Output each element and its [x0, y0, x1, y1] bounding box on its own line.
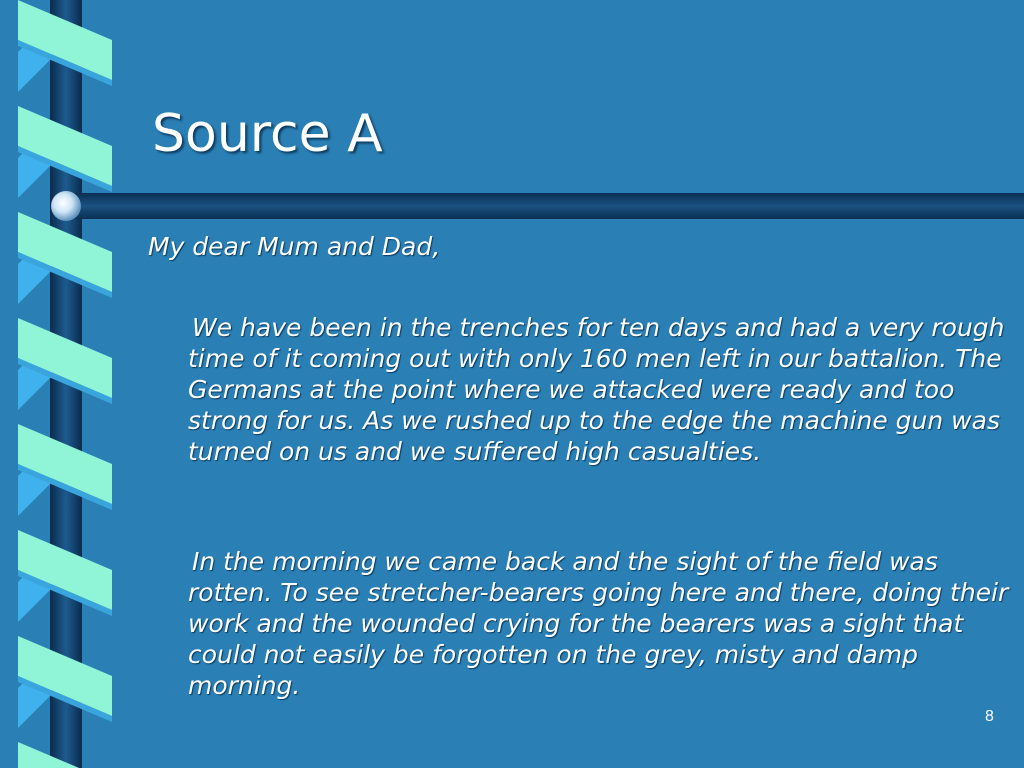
- letter-salutation: My dear Mum and Dad,: [148, 232, 441, 261]
- title-underline-bar: [60, 193, 1024, 219]
- bar-end-ball: [51, 191, 81, 221]
- letter-paragraph-1: We have been in the trenches for ten days and had a very rough time of it coming out with only 160 men left in our battalion. The Germans at the point where we attacked were ready and too strong for us. As we rushed up to the edge the machine gun was turned on us and we suffered high casualties.: [188, 313, 1005, 466]
- letter-paragraph-2: In the morning we came back and the sight of the field was rotten. To see stretcher-bearers going here and there, doing their work and the wounded crying for the bearers was a sight that could not easily be forgotten on the grey, misty and damp morning.: [188, 547, 1009, 700]
- page-number: 8: [985, 708, 994, 725]
- slide-title: Source A: [152, 104, 383, 164]
